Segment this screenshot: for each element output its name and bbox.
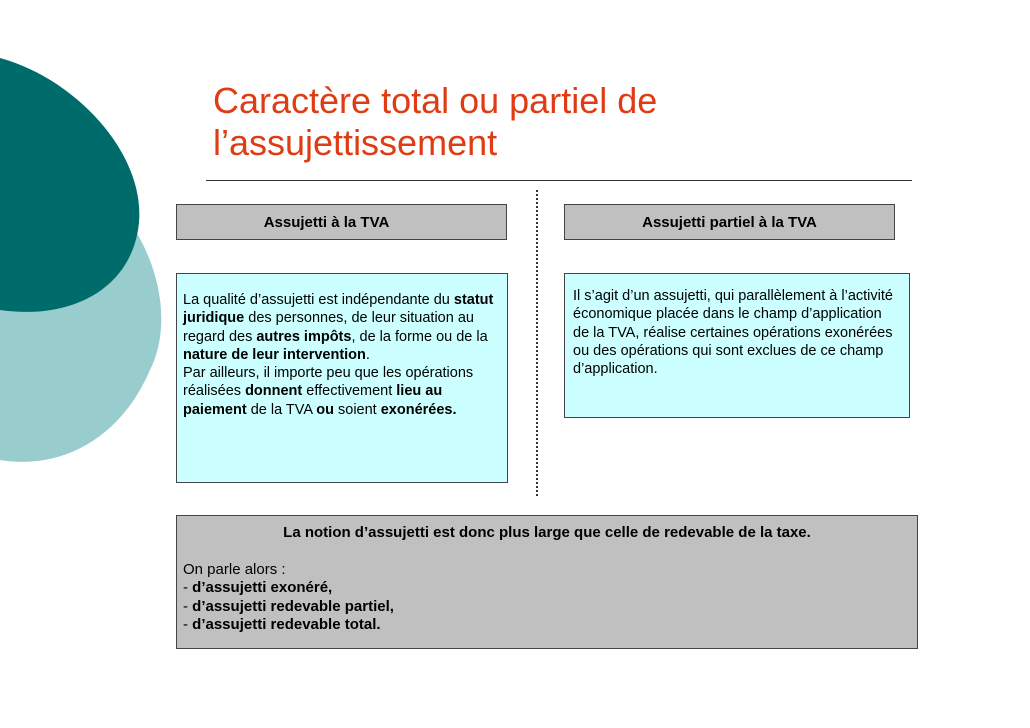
bold-run: statut juridique bbox=[183, 292, 494, 327]
conclusion-intro: On parle alors : bbox=[183, 560, 286, 578]
dark-teal-arc bbox=[0, 58, 139, 312]
left-paragraph-2 bbox=[183, 364, 501, 419]
text-run: de la TVA bbox=[246, 401, 317, 418]
right-header-box bbox=[564, 204, 895, 240]
decorative-teal-arcs bbox=[0, 0, 180, 728]
bold-run: lieu au paiement bbox=[183, 383, 443, 418]
right-body-box bbox=[564, 273, 910, 418]
bold-run: donnent bbox=[245, 383, 303, 400]
slide-title-line-2: l’assujettissement bbox=[213, 122, 498, 163]
conclusion-item: - d’assujetti exonéré, bbox=[183, 579, 333, 596]
left-header-label: Assujetti à la TVA bbox=[263, 213, 390, 231]
conclusion-item-text: d’assujetti exonéré, bbox=[192, 579, 333, 596]
conclusion-box bbox=[176, 515, 918, 649]
title-divider bbox=[206, 180, 912, 181]
bold-run: autres impôts bbox=[256, 328, 352, 345]
conclusion-item-text: d’assujetti redevable total. bbox=[192, 616, 381, 633]
conclusion-item-text: d’assujetti redevable partiel, bbox=[192, 597, 394, 615]
text-run: , de la forme ou de la bbox=[351, 328, 488, 345]
text-run: soient bbox=[333, 401, 381, 418]
text-run: . bbox=[365, 346, 370, 363]
text-run: Par ailleurs, il importe peu que les opérations réalisées bbox=[183, 365, 474, 400]
left-paragraph-1 bbox=[183, 291, 501, 364]
right-header-label: Assujetti partiel à la TVA bbox=[642, 213, 817, 231]
left-body-box bbox=[176, 273, 508, 483]
conclusion-lead: La notion d’assujetti est donc plus large que celle de redevable de la taxe. bbox=[283, 524, 811, 541]
right-paragraph: Il s’agit d’un assujetti, qui parallèlement à l’activité économique placée dans le champ d’application de la TVA, réalise certaines opérations exonérées ou des opérations qui sont exclues de ce champ d’application. bbox=[573, 288, 893, 378]
bold-run: ou bbox=[316, 401, 334, 418]
bold-run: exonérées. bbox=[380, 401, 457, 418]
conclusion-item: - d’assujetti redevable total. bbox=[183, 616, 381, 633]
text-run: des personnes, de leur situation au regard des bbox=[183, 310, 474, 345]
conclusion-item: - d’assujetti redevable partiel, bbox=[183, 597, 394, 615]
left-header-box bbox=[176, 204, 507, 240]
slide-title-line-1: Caractère total ou partiel de bbox=[213, 80, 658, 121]
text-run: effectivement bbox=[302, 383, 397, 400]
text-run: La qualité d’assujetti est indépendante du bbox=[183, 292, 454, 308]
slide-title bbox=[213, 80, 933, 164]
bold-run: nature de leur intervention bbox=[183, 346, 366, 363]
column-divider bbox=[536, 190, 538, 496]
